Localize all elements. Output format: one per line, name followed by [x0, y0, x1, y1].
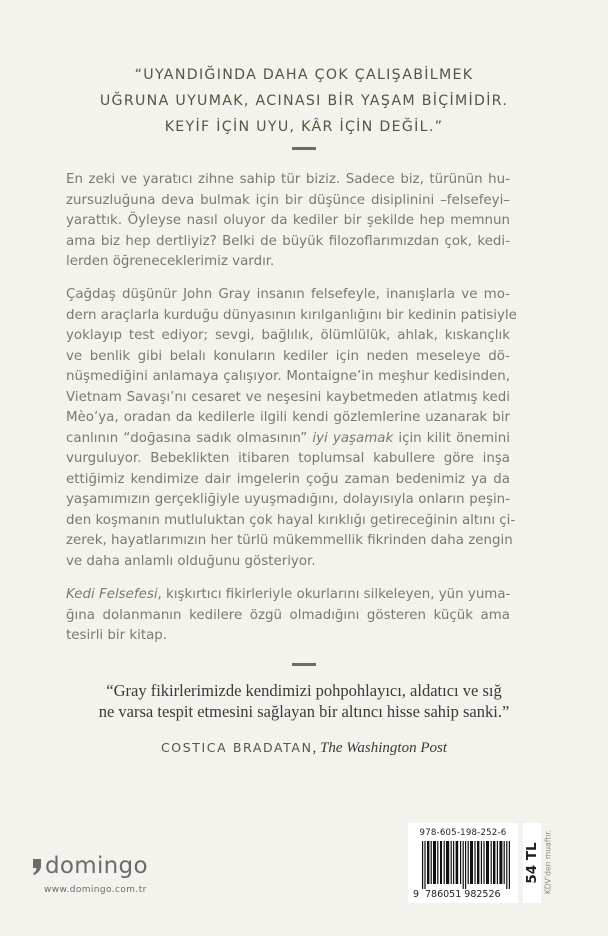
barcode-bars-icon: [422, 841, 510, 889]
text-line: den koşmanın mutluluktan çok hayal kırıklığı getireceğinin altını çi-: [66, 512, 516, 528]
publisher-name: domingo: [45, 853, 148, 879]
text-line: zursuzluğuna deva bulmak için bir düşünce disiplinini –felsefeyi–: [66, 192, 510, 208]
text-line: nüşmediğini anlamaya çalışıyor. Montaigne’in meşhur kedisinden,: [66, 369, 510, 384]
text-segment: için kilit önemini: [393, 430, 510, 446]
text-line: yaşamımızın gerçekliğiyle uyuşmadığını, dolayısıyla onların peşin-: [66, 492, 510, 507]
description-paragraph-1: [66, 170, 510, 273]
text-line: zerek, hayatlarımızın her türlü mükemmellik fikrinden daha zengin: [66, 533, 513, 548]
text-line-with-italic: [66, 429, 510, 450]
text-line: yoklayıp test ediyor; sevgi, bağlılık, ölümlülük, ahlak, kıskançlık: [66, 328, 510, 343]
text-line: En zeki ve yaratıcı zihne sahip tür biziz. Sadece biz, türünün hu-: [66, 172, 510, 187]
domingo-comma-icon: [32, 859, 42, 875]
text-line: lerden öğreneceklerimiz vardır.: [66, 254, 275, 269]
text-line: Mèo’ya, oradan da kedilerle ilgili kendi gözlemlerine uzanarak bir: [66, 410, 510, 425]
text-line: ettiğimiz kendimize dair imgelerin çoğu zaman bedenimiz ya da: [66, 471, 510, 487]
divider-middle: [292, 663, 316, 666]
text-line: vurguluyor. Bebeklikten itibaren toplumsal kabullere göre inşa: [66, 451, 510, 466]
headline-quote: [0, 62, 608, 140]
price-label: 54 TL: [524, 842, 540, 884]
text-line: ğına dolanmanın kedilere özgü olmadığını gösteren küçük ama: [66, 607, 510, 623]
italic-phrase: iyi yaşamak: [312, 430, 394, 446]
review-line-1: “Gray fikirlerimizde kendimizi pohpohlayıcı, aldatıcı ve sığ: [106, 681, 502, 700]
text-segment: canlının “doğasına sadık olmasının”: [66, 430, 313, 446]
isbn-barcode: [408, 823, 518, 903]
review-attribution: [0, 737, 608, 757]
review-author: COSTICA BRADATAN: [160, 740, 313, 755]
description-paragraph-3: [66, 585, 510, 647]
text-segment: , kışkırtıcı fikirleriyle okurlarını silkeleyen, yün yuma-: [157, 587, 511, 602]
headline-line-1: “UYANDIĞINDA DAHA ÇOK ÇALIŞABİLMEK: [134, 67, 474, 83]
review-line-2: ne varsa tespit etmesini sağlayan bir altıncı hisse sahip sanki.”: [98, 702, 510, 721]
text-line-with-title: [66, 585, 510, 606]
review-quote: [0, 680, 608, 722]
text-line: Çağdaş düşünür John Gray insanın felsefeyle, inanışlarla ve mo-: [66, 287, 510, 302]
ean-rest-digits: 786051 982526: [425, 889, 501, 900]
text-line: ve benlik gibi belalı konuların kediler için neden meseleye dö-: [66, 348, 510, 364]
text-line: dern araçlarla kurduğu dünyasının kırılganlığını bir kedinin patisiyle: [66, 307, 517, 323]
isbn-number: 978-605-198-252-6: [419, 828, 507, 838]
headline-line-3: KEYİF İÇİN UYU, KÂR İÇİN DEĞİL.”: [164, 119, 444, 135]
review-separator: ,: [312, 740, 321, 756]
publisher-url: www.domingo.com.tr: [44, 885, 147, 895]
publisher-logo: [32, 853, 148, 879]
headline-line-2: UĞRUNA UYUMAK, ACINASI BİR YAŞAM BİÇİMİDİR.: [99, 93, 509, 109]
text-line: Vietnam Savaşı’nı cesaret ve neşesini kaybetmeden atlatmış kedi: [66, 389, 510, 405]
ean-first-digit: 9: [413, 889, 420, 900]
vat-note: KDV’den muaftır.: [543, 829, 553, 895]
description-paragraph-2: [66, 285, 517, 572]
text-line: tesirli bir kitap.: [66, 628, 168, 643]
ean-digits: [413, 889, 517, 900]
text-line: yarattık. Öyleyse nasıl oluyor da kediler bir şekilde hep memnun: [66, 213, 510, 228]
text-line: ve daha anlamlı olduğunu gösteriyor.: [66, 553, 316, 569]
text-line: ama biz hep dertliyiz? Belki de büyük filozoflarımızdan çok, kedi-: [66, 233, 510, 249]
review-source: The Washington Post: [320, 740, 447, 756]
book-title: Kedi Felsefesi: [66, 587, 158, 602]
divider-top: [292, 147, 316, 150]
